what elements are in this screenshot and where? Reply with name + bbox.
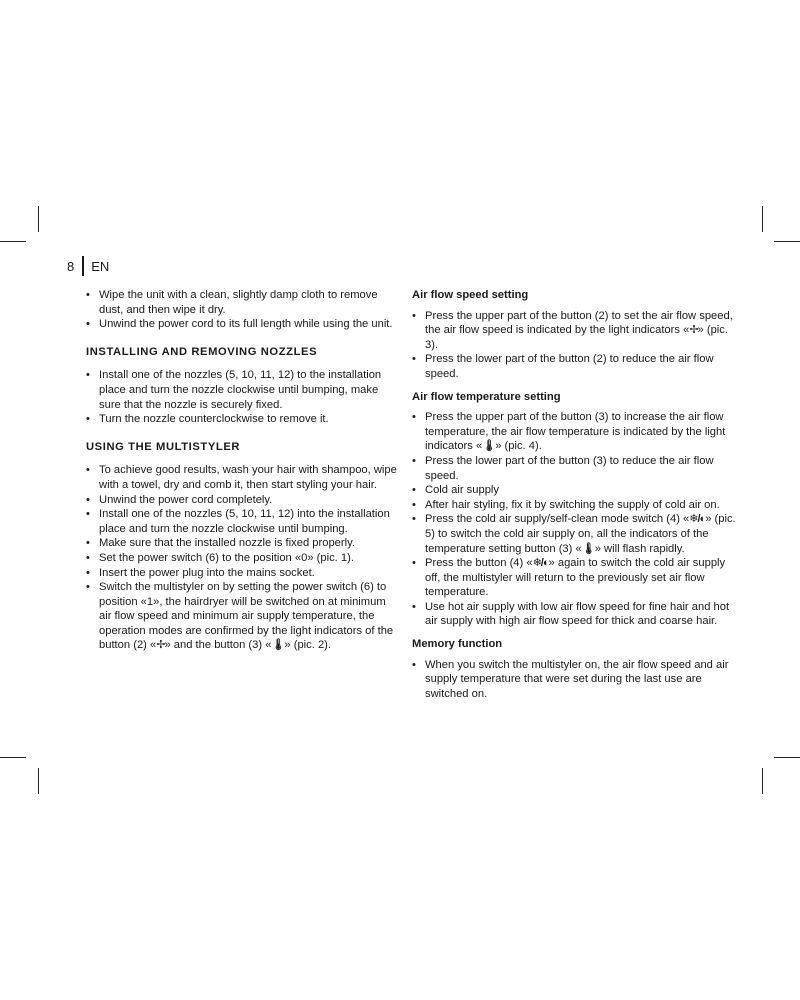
page-number: 8 bbox=[67, 258, 75, 274]
subheading-memory: Memory function bbox=[412, 638, 503, 651]
subheading-temperature: Air flow temperature setting bbox=[412, 390, 561, 403]
text-segment: Press the button (4) « bbox=[425, 557, 533, 570]
list-item: • Install one of the nozzles (5, 10, 11, 12) to the installation place and turn the nozzle clockwise until bumping, make sure that the nozzle is securely fixed. bbox=[86, 368, 400, 412]
text-segment: » again to switch the cold air supply off, the multistyler will return to the previously set air flow temperature. bbox=[425, 557, 726, 599]
list-item: • Unwind the power cord completely. bbox=[86, 493, 400, 508]
crop-mark bbox=[38, 768, 39, 794]
list-item: • Set the power switch (6) to the position «0» (pic. 1). bbox=[86, 551, 400, 566]
text-segment: » will flash rapidly. bbox=[594, 542, 685, 555]
temperature-list bbox=[412, 410, 738, 629]
crop-mark bbox=[0, 241, 26, 242]
list-item bbox=[412, 556, 738, 600]
list-item: • After hair styling, fix it by switching the supply of cold air on. bbox=[412, 498, 738, 513]
list-item: • Install one of the nozzles (5, 10, 11, 12) into the installation place and turn the nozzle clockwise until bumping. bbox=[86, 507, 400, 536]
text-segment: Press the upper part of the button (2) to set the air flow speed, the air flow speed is indicated by the light indicators « bbox=[425, 309, 733, 337]
thermometer-icon: 🌡 bbox=[581, 542, 595, 555]
using-list bbox=[86, 463, 400, 653]
list-item: • Make sure that the installed nozzle is fixed properly. bbox=[86, 536, 400, 551]
intro-list bbox=[86, 288, 400, 332]
cold-air-self-clean-icon: ❄/◐ bbox=[532, 557, 549, 570]
list-item: • When you switch the multistyler on, the air flow speed and air supply temperature that were set during the last use are switched on. bbox=[412, 658, 738, 702]
text-segment: Switch the multistyler on by setting the power switch (6) to position «1», the hairdryer will be switched on at minimum air flow speed and minimum air supply temperature, the operation modes are confirmed by the light indicators of the button (2) « bbox=[99, 581, 394, 652]
thermometer-icon: 🌡 bbox=[482, 440, 496, 453]
list-item: • To achieve good results, wash your hair with shampoo, wipe with a towel, dry and comb it, then start styling your hair. bbox=[86, 463, 400, 492]
crop-mark bbox=[38, 206, 39, 232]
header-separator bbox=[82, 256, 84, 276]
thermometer-icon: 🌡 bbox=[271, 639, 285, 652]
text-segment: » (pic. 4). bbox=[495, 440, 542, 453]
page-header bbox=[67, 256, 109, 276]
text-segment: » (pic. 2). bbox=[284, 639, 332, 652]
list-item bbox=[412, 410, 738, 454]
list-item bbox=[412, 512, 738, 556]
crop-mark bbox=[762, 206, 763, 232]
list-item bbox=[86, 580, 400, 653]
section-heading-installing: INSTALLING AND REMOVING NOZZLES bbox=[86, 345, 318, 358]
crop-mark bbox=[774, 757, 800, 758]
crop-mark bbox=[0, 757, 26, 758]
text-segment: Press the cold air supply/self-clean mode switch (4) « bbox=[425, 513, 690, 526]
text-segment: » (pic. 5) to switch the cold air supply on, all the indicators of the temperature setting button (3) « bbox=[425, 513, 736, 555]
list-item: • Turn the nozzle counterclockwise to remove it. bbox=[86, 412, 400, 427]
installing-list bbox=[86, 368, 400, 426]
left-column bbox=[86, 288, 400, 653]
cold-air-self-clean-icon: ❄/◐ bbox=[689, 513, 706, 526]
list-item: • Use hot air supply with low air flow speed for fine hair and hot air supply with high air flow speed for thick and coarse hair. bbox=[412, 600, 738, 629]
fan-icon: ✢ bbox=[156, 639, 165, 652]
text-segment: » (pic. 3). bbox=[425, 324, 728, 351]
list-item bbox=[412, 309, 738, 353]
language-label: EN bbox=[91, 258, 110, 274]
text-segment: Press the upper part of the button (3) to increase the air flow temperature, the air flow temperature is indicated by the light indicators « bbox=[425, 411, 726, 453]
list-item: • Insert the power plug into the mains socket. bbox=[86, 566, 400, 581]
list-item: • Unwind the power cord to its full length while using the unit. bbox=[86, 317, 400, 332]
list-item: • Press the lower part of the button (3) to reduce the air flow speed. bbox=[412, 454, 738, 483]
fan-icon: ✢ bbox=[689, 324, 698, 337]
crop-mark bbox=[774, 241, 800, 242]
right-column bbox=[412, 288, 738, 701]
speed-list bbox=[412, 309, 738, 382]
list-item: • Wipe the unit with a clean, slightly damp cloth to remove dust, and then wipe it dry. bbox=[86, 288, 400, 317]
memory-list bbox=[412, 658, 738, 702]
text-segment: » and the button (3) « bbox=[164, 639, 272, 652]
section-heading-using: USING THE MULTISTYLER bbox=[86, 440, 241, 453]
list-item: • Press the lower part of the button (2) to reduce the air flow speed. bbox=[412, 352, 738, 381]
subheading-speed: Air flow speed setting bbox=[412, 289, 529, 301]
list-item: • Cold air supply bbox=[412, 483, 738, 498]
crop-mark bbox=[762, 768, 763, 794]
